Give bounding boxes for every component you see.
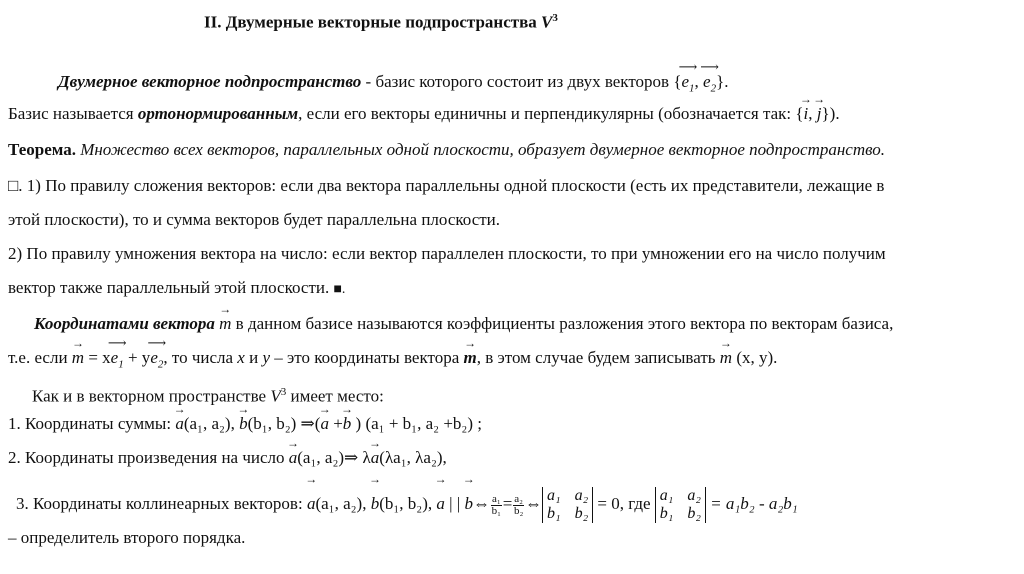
definition-line: Двумерное векторное подпространство - базис которого состоит из двух векторов {⟶ $e_1$, ⟶ $e_2$}. — [58, 72, 729, 98]
proof-line-1: □. 1) По правилу сложения векторов: если два вектора параллельны одной плоскости (есть их представители, лежащие в — [8, 176, 885, 195]
item-3: 3. Координаты коллинеарных векторов: → a(a₁, a₂), → b(b₁, b₂), → a | | → b⇔ $\frac{\text{a₁}}{\text{b₁}}$ = $\frac{\text{a₂}}{\text{b₂}}$ ⇔ a₁ a₂ b₁ b₂ = 0, где a₁ a₂ b₁ b₂ = a₁b₂ - a₂b₁ — [16, 484, 798, 524]
coords-line-2: т.е. если → m = x⟶ $e_1$ + y⟶ $e_2$, то числа x и y – это координаты вектора → m, в этом случае будем записывать → m (x, y). — [8, 348, 777, 374]
item-2: 2. Координаты произведения на число → a(a₁, a₂)⇒ λ→ a(λa₁, λa₂), — [8, 448, 447, 468]
coords-line-1: Координатами вектора → m в данном базисе называются коэффициенты разложения этого вектора по векторам базиса, — [34, 314, 893, 334]
basis-line: Базис называется ортонормированным, если его векторы единичны и перпендикулярны (обозначается так: {→ i, → j}). — [8, 104, 840, 124]
item-1: 1. Координаты суммы: → a(a₁, a₂), → b(b₁, b₂) ⇒(→ a +→ b ) (a₁ + b₁, a₂ +b₂) ; — [8, 414, 482, 434]
last-line: – определитель второго порядка. — [8, 528, 246, 547]
proof-line-2: этой плоскости), то и сумма векторов будет параллельна плоскости. — [8, 210, 501, 229]
as-in-line: Как и в векторном пространстве $V^3$ имеет место: — [32, 386, 384, 406]
section-title: II. Двумерные векторные подпространства $V^3$ — [204, 12, 558, 32]
determinant-2: a₁ a₂ b₁ b₂ — [655, 487, 706, 523]
theorem-line: Теорема. Множество всех векторов, параллельных одной плоскости, образует двумерное векторное подпространство. — [8, 140, 886, 159]
proof-line-4: вектор также параллельный этой плоскости. ■. — [8, 278, 346, 297]
determinant: a₁ a₂ b₁ b₂ — [542, 487, 593, 523]
proof-line-3: 2) По правилу умножения вектора на число: если вектор параллелен плоскости, то при умножении его на число получим — [8, 244, 886, 263]
